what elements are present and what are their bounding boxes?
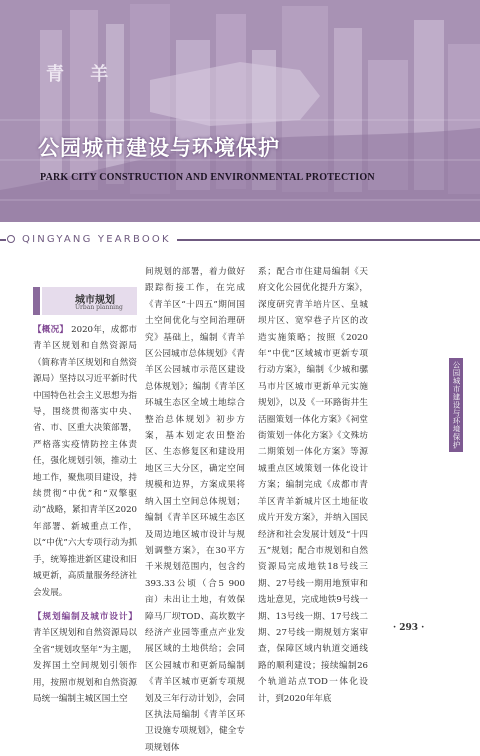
paragraph (258, 264, 368, 707)
paragraph-tag: 【概况】 (33, 325, 69, 335)
circle-icon (7, 235, 15, 243)
chapter-side-tab: 公园城市建设与环境保护 (449, 358, 463, 452)
paragraph-text: 系；配合市住建局编制《天府文化公园优化提升方案》，深度研究青羊培片区、皇城坝片区、宽窄巷子片区的改造实施策略；按照《2020年“中优”区域城市更新专项行动方案》，编制《少城和骡马市片区城市更新单元实施规划》，以及《一环路街井生活圈策划一体化方案》《祠堂街策划一体化方案》《文殊坊二期策划一体化方案》等源城重点区域策划一体化设计方案；编制完成《成都市青羊区青羊新城片区土地征收成片开发方案》，并纳入国民经济和社会发展计划及“十四五”规划；配合市规划和自然资源局完成地铁18号线三期、27号线一期用地预审和选址意见，完成地铁9号线一期、13号线一期、17号线二期、27号线一期规划方案审查，保障区域内轨道交通线路的顺利建设；接续编制26个轨道站点TOD一体化设计，到2020年年底 (258, 267, 368, 704)
hero-banner (0, 0, 480, 222)
page-number: · 293 · (393, 623, 425, 633)
yearbook-label: QINGYANG YEARBOOK (6, 232, 177, 248)
paragraph-text: 间规划的部署，着力做好跟踪衔接工作，在完成《青羊区“十四五”期间国土空间优化与空间治理研究》基础上，编制《青羊区公园城市总体规划》《青羊区公园城市示范区建设总体规划》；编制《青羊区环城生态区全域土地综合整治总体规划》初步方案，基本划定农田整治区、生态修复区和建设用地区三大分区，确定空间规模和边界，方案成果将纳入国土空间总体规划；编制《青羊区环城生态区及周边地区城市设计与规划调整方案》，在30平方千米规划范围内，包含约393.33公顷（合5 900亩）未出让土地，有效保障马厂坝TOD、高坎数字经济产业园等重点产业发展区域的土地供给；会同区公园城市和更新局编制《青羊区城市更新专项规划及三年行动计划》，会同区执法局编制《青羊区环卫设施专项规划》，健全专项规划体 (145, 267, 245, 753)
paragraph-tag: 【规划编制及城市设计】 (33, 611, 137, 622)
section-accent-bar (33, 287, 40, 315)
text-column-3 (258, 264, 368, 707)
paragraph-text: 青羊区规划和自然资源局以全省“规划攻坚年”为主题，发挥国土空间规划引领作用，按照市规划和自然资源局统一编制主城区国土空 (33, 628, 137, 704)
yearbook-bar (0, 230, 480, 250)
paragraph (33, 322, 137, 601)
hero-background-art (0, 0, 480, 222)
page-title: 公园城市建设与环境保护 (38, 136, 280, 160)
section-subtitle: Urban planning (75, 304, 123, 311)
hero-watermark: 青 羊 (46, 64, 119, 85)
section-header (33, 287, 137, 315)
paragraph (145, 264, 245, 756)
text-column-1 (33, 322, 137, 707)
paragraph-text: 2020年，成都市青羊区规划和自然资源局（简称青羊区规划和自然资源局）坚持以习近平新时代中国特色社会主义思想为指导，围绕贯彻落实中央、省、市、区重大决策部署，严格落实疫情防控主体责任，强化规划引领，推动土地工作，聚焦项目建设，持续贯彻“中优”和“双擎驱动”战略，紧扣青羊区2020年部署、新城重点工作，以“中优”六大专项行动为抓手，统筹推进新区建设和旧城更新，高质量服务经济社会发展。 (33, 325, 137, 598)
section-title: 城市规划 (75, 295, 115, 306)
text-column-2 (145, 264, 245, 756)
paragraph (33, 609, 137, 707)
page-subtitle-en: PARK CITY CONSTRUCTION AND ENVIRONMENTAL PROTECTION (40, 172, 375, 183)
